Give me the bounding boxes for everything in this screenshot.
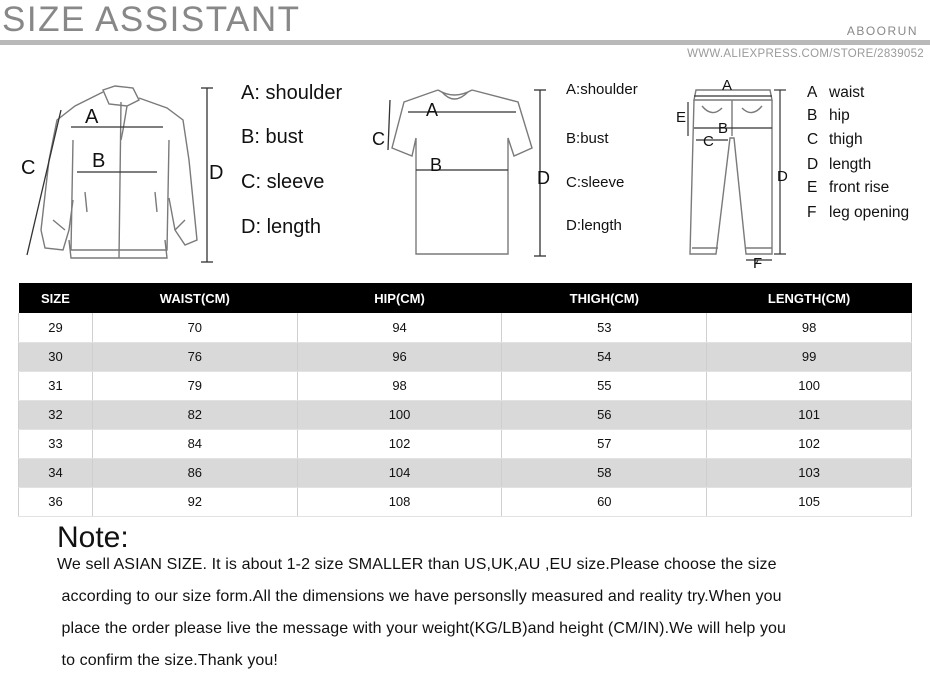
cell-thigh: 58 — [502, 458, 707, 487]
header-size: SIZE — [19, 283, 93, 313]
pants-legend-item: A waist — [807, 84, 865, 101]
cell-hip: 108 — [297, 487, 502, 516]
jacket-legend-item: D: length — [241, 216, 322, 238]
table-header-row — [19, 283, 912, 313]
cell-waist: 76 — [92, 342, 297, 371]
pants-letter-c: C — [703, 133, 714, 150]
note-line: place the order please live the message with your weight(KG/LB)and height (CM/IN).We will help you — [57, 620, 787, 637]
table-row — [19, 458, 912, 487]
jacket-icon — [15, 80, 240, 270]
cell-waist: 92 — [92, 487, 297, 516]
tshirt-letter-a: A — [426, 100, 439, 120]
tshirt-letter-d: D — [537, 168, 550, 188]
cell-waist: 79 — [92, 371, 297, 400]
tshirt-legend-item: B:bust — [566, 130, 609, 147]
cell-thigh: 60 — [502, 487, 707, 516]
tshirt-legend-item: A:shoulder — [566, 81, 638, 98]
note-line: We sell ASIAN SIZE. It is about 1-2 size SMALLER than US,UK,AU ,EU size.Please choose the size — [57, 556, 777, 573]
pants-letter-e: E — [676, 109, 687, 126]
cell-hip: 102 — [297, 429, 502, 458]
cell-waist: 70 — [92, 313, 297, 342]
pants-legend-item: F leg opening — [807, 204, 910, 221]
header-hip: HIP(CM) — [297, 283, 502, 313]
cell-size: 32 — [19, 400, 93, 429]
cell-size: 33 — [19, 429, 93, 458]
table-row — [19, 400, 912, 429]
tshirt-letter-b: B — [430, 155, 443, 175]
cell-length: 102 — [707, 429, 912, 458]
jacket-letter-a: A — [85, 106, 99, 128]
tshirt-icon — [368, 78, 558, 268]
cell-size: 29 — [19, 313, 93, 342]
size-table — [18, 283, 912, 517]
cell-size: 31 — [19, 371, 93, 400]
cell-length: 98 — [707, 313, 912, 342]
cell-waist: 86 — [92, 458, 297, 487]
jacket-legend-item: B: bust — [241, 126, 304, 148]
header-thigh: THIGH(CM) — [502, 283, 707, 313]
pants-letter-f: F — [753, 255, 763, 272]
cell-hip: 98 — [297, 371, 502, 400]
tshirt-legend-item: D:length — [566, 217, 622, 234]
cell-size: 34 — [19, 458, 93, 487]
cell-size: 30 — [19, 342, 93, 371]
table-row — [19, 313, 912, 342]
pants-legend-item: C thigh — [807, 131, 863, 148]
jacket-letter-c: C — [21, 157, 36, 179]
pants-letter-a: A — [722, 77, 733, 94]
cell-length: 103 — [707, 458, 912, 487]
cell-thigh: 53 — [502, 313, 707, 342]
cell-length: 105 — [707, 487, 912, 516]
cell-waist: 84 — [92, 429, 297, 458]
cell-size: 36 — [19, 487, 93, 516]
cell-thigh: 56 — [502, 400, 707, 429]
jacket-letter-d: D — [209, 162, 224, 184]
tshirt-letter-c: C — [372, 129, 385, 149]
cell-hip: 96 — [297, 342, 502, 371]
table-row — [19, 429, 912, 458]
cell-length: 99 — [707, 342, 912, 371]
cell-thigh: 57 — [502, 429, 707, 458]
brand-name: ABOORUN — [846, 24, 918, 38]
pants-legend-item: D length — [807, 156, 872, 173]
pants-letter-b: B — [718, 120, 729, 137]
cell-thigh: 55 — [502, 371, 707, 400]
tshirt-diagram — [368, 78, 558, 268]
header-divider — [0, 40, 930, 45]
pants-letter-d: D — [777, 168, 788, 185]
jacket-legend-item: C: sleeve — [241, 171, 325, 193]
table-row — [19, 371, 912, 400]
header-waist: WAIST(CM) — [92, 283, 297, 313]
table-row — [19, 342, 912, 371]
store-url: WWW.ALIEXPRESS.COM/STORE/2839052 — [687, 48, 924, 60]
cell-hip: 94 — [297, 313, 502, 342]
page-title: SIZE ASSISTANT — [2, 0, 301, 39]
cell-waist: 82 — [92, 400, 297, 429]
jacket-letter-b: B — [92, 150, 106, 172]
note-line: to confirm the size.Thank you! — [57, 652, 278, 669]
cell-hip: 100 — [297, 400, 502, 429]
cell-length: 101 — [707, 400, 912, 429]
cell-length: 100 — [707, 371, 912, 400]
pants-legend-item: E front rise — [807, 179, 890, 196]
jacket-legend-item: A: shoulder — [241, 82, 343, 104]
note-line: according to our size form.All the dimensions we have personslly measured and reality try.When you — [57, 588, 782, 605]
note-heading: Note: — [57, 521, 129, 554]
cell-thigh: 54 — [502, 342, 707, 371]
jacket-diagram — [15, 80, 240, 270]
table-row — [19, 487, 912, 516]
header-length: LENGTH(CM) — [707, 283, 912, 313]
cell-hip: 104 — [297, 458, 502, 487]
tshirt-legend-item: C:sleeve — [566, 174, 625, 191]
pants-legend-item: B hip — [807, 107, 850, 124]
